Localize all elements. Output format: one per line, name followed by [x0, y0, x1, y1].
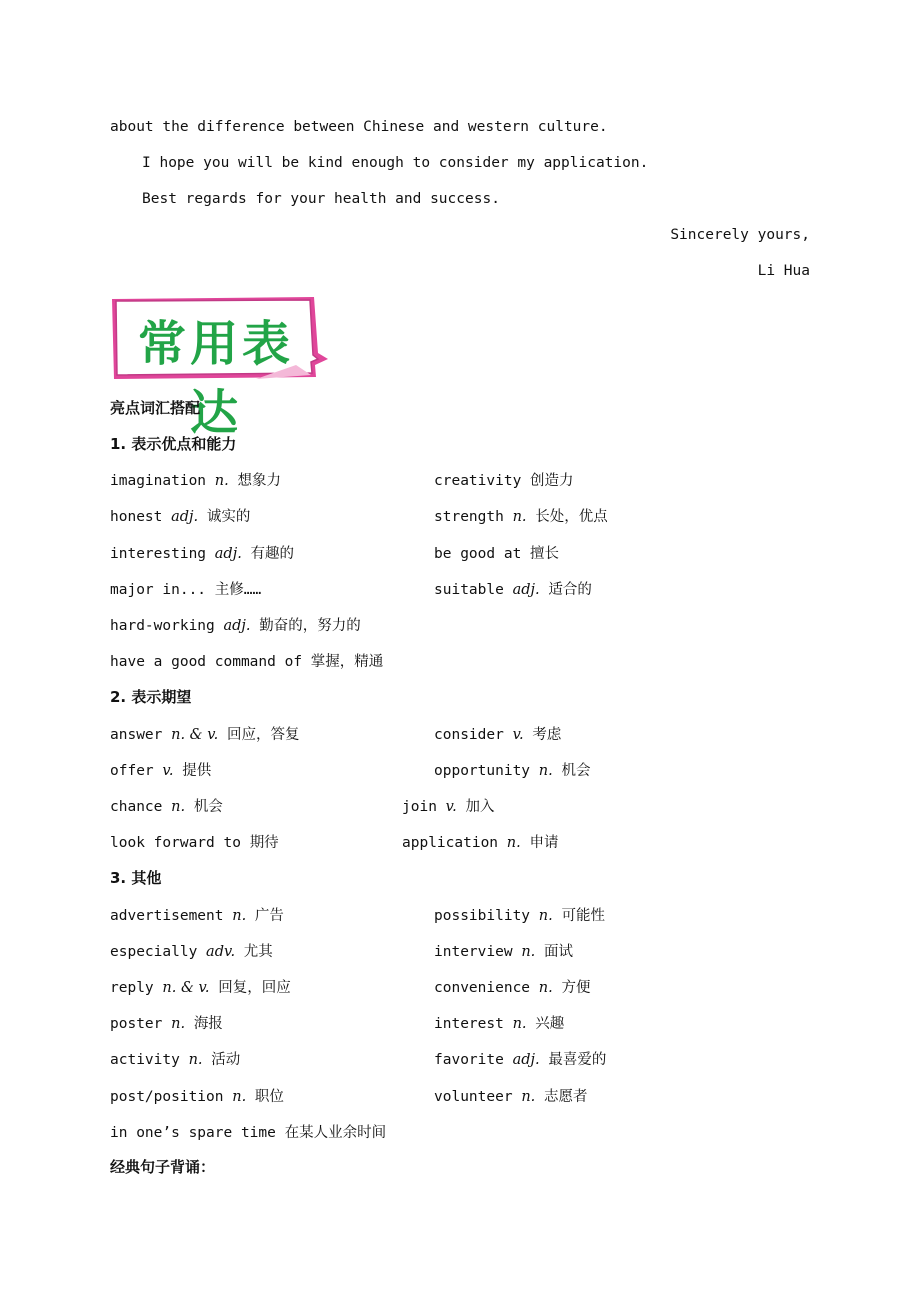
vocab-item [110, 904, 284, 925]
vocab-part-of-speech: adv. [206, 944, 236, 960]
vocab-part-of-speech: adj. [223, 618, 251, 634]
vocab-item [434, 723, 561, 744]
vocab-meaning: 创造力 [530, 473, 574, 489]
vocab-word: creativity [434, 473, 522, 489]
vocab-meaning: 最喜爱的 [548, 1052, 607, 1068]
vocab-part-of-speech: n. [171, 1016, 186, 1032]
vocab-item [110, 723, 300, 744]
vocab-item [110, 795, 223, 816]
vocab-word: favorite [434, 1052, 504, 1068]
vocab-meaning: 面试 [544, 944, 573, 960]
vocab-word: strength [434, 509, 504, 525]
vocab-meaning: 诚实的 [206, 509, 251, 525]
vocab-item [434, 469, 574, 490]
section-title: 2. 表示期望 [110, 688, 192, 706]
vocab-meaning: 提供 [182, 763, 212, 779]
letter-paragraph-end: about the difference between Chinese and western culture. [110, 119, 608, 135]
vocab-word: join [402, 799, 437, 815]
vocab-word: look forward to [110, 835, 241, 851]
vocab-meaning: 期待 [249, 835, 279, 851]
letter-closing: Sincerely yours, [670, 227, 810, 243]
vocab-word: major in... [110, 582, 207, 598]
vocab-meaning: 机会 [193, 799, 223, 815]
vocab-word: offer [110, 763, 154, 779]
vocab-meaning: 适合的 [548, 582, 592, 598]
vocab-word: suitable [434, 582, 504, 598]
vocab-item [434, 759, 590, 780]
vocab-word: application [402, 835, 499, 851]
vocab-meaning: 可能性 [561, 908, 605, 924]
vocab-item [434, 505, 608, 526]
vocab-word: reply [110, 980, 154, 996]
vocab-part-of-speech: n. [538, 908, 553, 924]
vocab-part-of-speech: adj. [214, 546, 242, 562]
vocab-part-of-speech: n. [214, 473, 229, 489]
vocab-item [434, 940, 573, 961]
vocab-item [434, 976, 590, 997]
vocab-word: interest [434, 1016, 504, 1032]
vocab-part-of-speech: n. [232, 908, 247, 924]
vocab-meaning: 主修…… [214, 582, 262, 598]
vocab-meaning: 长处，优点 [535, 509, 608, 525]
vocab-part-of-speech: n. & v. [162, 980, 210, 996]
vocab-meaning: 职位 [254, 1089, 284, 1105]
vocab-item [110, 976, 291, 997]
vocab-meaning: 加入 [465, 799, 495, 815]
vocab-meaning: 兴趣 [535, 1016, 565, 1032]
vocab-part-of-speech: adj. [512, 582, 540, 598]
vocab-part-of-speech: v. [445, 799, 457, 815]
vocab-word: in one’s spare time [110, 1125, 276, 1141]
vocab-word: interesting [110, 546, 207, 562]
vocab-word: poster [110, 1016, 163, 1032]
vocab-item [110, 1121, 386, 1142]
vocab-item [110, 614, 361, 635]
vocab-part-of-speech: v. [512, 727, 524, 743]
vocab-item [110, 505, 250, 526]
vocab-part-of-speech: n. [538, 980, 553, 996]
vocab-item [434, 904, 605, 925]
vocab-meaning: 回复，回应 [218, 980, 291, 996]
vocab-meaning: 广告 [254, 908, 284, 924]
vocab-item [110, 1048, 240, 1069]
vocab-word: volunteer [434, 1089, 513, 1105]
vocab-item [110, 1012, 223, 1033]
vocab-meaning: 在某人业余时间 [284, 1125, 387, 1141]
vocab-part-of-speech: n. [188, 1052, 203, 1068]
vocab-part-of-speech: v. [162, 763, 174, 779]
vocab-part-of-speech: n. [521, 944, 536, 960]
vocab-part-of-speech: adj. [512, 1052, 540, 1068]
section-title: 1. 表示优点和能力 [110, 435, 237, 453]
vocab-part-of-speech: n. [232, 1089, 247, 1105]
vocab-part-of-speech: n. [521, 1089, 536, 1105]
vocab-meaning: 擅长 [530, 546, 560, 562]
vocab-item [434, 578, 592, 599]
vocab-item [402, 831, 558, 852]
vocab-word: convenience [434, 980, 531, 996]
vocab-meaning: 考虑 [532, 727, 562, 743]
vocab-word: interview [434, 944, 513, 960]
vocab-item [110, 578, 261, 599]
vocab-part-of-speech: n. [538, 763, 553, 779]
vocab-word: advertisement [110, 908, 224, 924]
vocab-item [402, 795, 494, 816]
letter-hope-line: I hope you will be kind enough to consider my application. [142, 155, 649, 171]
vocab-meaning: 方便 [561, 980, 591, 996]
vocab-heading: 亮点词汇搭配 [110, 399, 201, 417]
vocab-word: honest [110, 509, 163, 525]
vocab-meaning: 申请 [529, 835, 559, 851]
vocab-word: possibility [434, 908, 531, 924]
vocab-item [110, 940, 273, 961]
vocab-meaning: 掌握，精通 [310, 654, 384, 670]
banner-title: 常用表达 [137, 316, 294, 441]
vocab-word: post/position [110, 1089, 224, 1105]
vocab-item [434, 1012, 564, 1033]
vocab-word: opportunity [434, 763, 531, 779]
vocab-part-of-speech: n. [171, 799, 186, 815]
vocab-meaning: 机会 [561, 763, 591, 779]
vocab-meaning: 回应，答复 [227, 727, 300, 743]
vocab-part-of-speech: n. [512, 1016, 527, 1032]
vocab-word: hard-working [110, 618, 215, 634]
vocab-meaning: 想象力 [237, 473, 281, 489]
vocab-item [110, 759, 211, 780]
vocab-word: especially [110, 944, 198, 960]
vocab-word: be good at [434, 546, 522, 562]
vocab-item [110, 542, 294, 563]
vocab-item [110, 650, 383, 671]
vocab-word: chance [110, 799, 163, 815]
section-title: 3. 其他 [110, 869, 162, 887]
vocab-word: answer [110, 727, 163, 743]
letter-signature: Li Hua [757, 263, 810, 279]
sentences-heading: 经典句子背诵： [110, 1158, 216, 1176]
vocab-item [110, 1085, 284, 1106]
vocab-word: consider [434, 727, 504, 743]
vocab-word: activity [110, 1052, 180, 1068]
vocab-meaning: 勤奋的，努力的 [259, 618, 361, 634]
vocab-meaning: 志愿者 [544, 1089, 588, 1105]
vocab-item [110, 469, 281, 490]
vocab-part-of-speech: n. [512, 509, 527, 525]
vocab-part-of-speech: n. & v. [171, 727, 219, 743]
vocab-item [110, 831, 279, 852]
vocab-item [434, 1048, 606, 1069]
vocab-part-of-speech: adj. [171, 509, 199, 525]
vocab-meaning: 海报 [193, 1016, 223, 1032]
vocab-item [434, 1085, 588, 1106]
vocab-word: imagination [110, 473, 207, 489]
vocab-word: have a good command of [110, 654, 303, 670]
vocab-part-of-speech: n. [506, 835, 521, 851]
vocab-meaning: 尤其 [243, 944, 273, 960]
vocab-meaning: 有趣的 [250, 546, 295, 562]
vocab-item [434, 542, 559, 563]
letter-regards-line: Best regards for your health and success. [142, 191, 500, 207]
vocab-meaning: 活动 [211, 1052, 241, 1068]
